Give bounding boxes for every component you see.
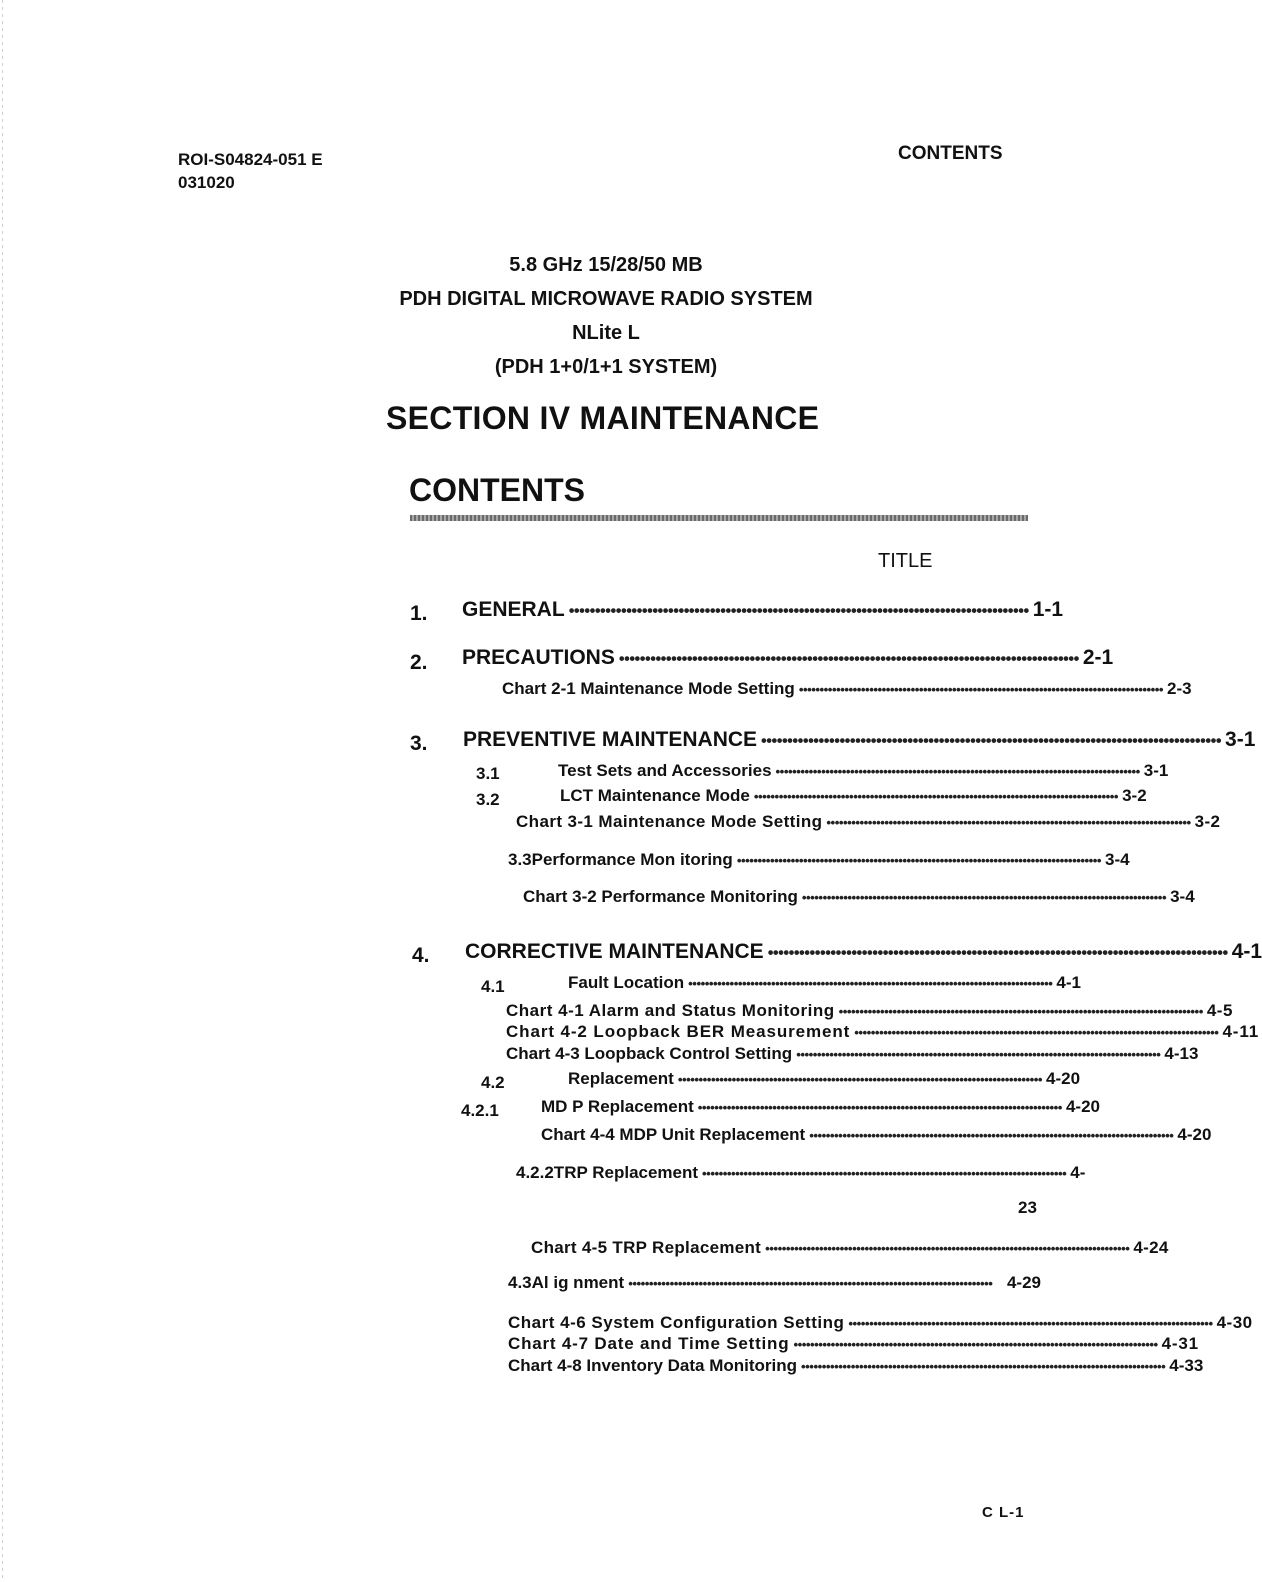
title-block	[300, 248, 912, 384]
toc-label: Chart 4-3 Loopback Control Setting	[506, 1044, 793, 1063]
toc-entry-chart-4-8[interactable]	[508, 1356, 1204, 1376]
toc-entry-chart-4-3[interactable]	[506, 1044, 1199, 1064]
leader-dots: ••••••••••••••••••••••••••••••••••••••••••••••••••••••••••••••••••••••••••••••••••••••••	[697, 1100, 1062, 1115]
toc-entry-chart-4-1[interactable]	[506, 1001, 1233, 1021]
title-line-config: (PDH 1+0/1+1 SYSTEM)	[494, 356, 718, 378]
document-id-block	[178, 148, 323, 194]
leader-dots: ••••••••••••••••••••••••••••••••••••••••••••••••••••••••••••••••••••••••••••••••••••••••	[765, 1241, 1130, 1256]
leader-dots: ••••••••••••••••••••••••••••••••••••••••••••••••••••••••••••••••••••••••••••••••••••••••	[809, 1128, 1174, 1143]
column-title: TITLE	[878, 550, 933, 572]
toc-number: 3.2	[476, 790, 500, 809]
toc-entry-trp-replacement[interactable]	[516, 1163, 1086, 1183]
toc-page: 4-13	[1164, 1044, 1199, 1063]
title-line-product: NLite L	[572, 322, 640, 344]
section-title: SECTION IV MAINTENANCE	[386, 400, 820, 436]
toc-label: Chart 4-5 TRP Replacement	[531, 1238, 762, 1257]
leader-dots: ••••••••••••••••••••••••••••••••••••••••••••••••••••••••••••••••••••••••••••••••••••••••	[801, 890, 1167, 905]
toc-page: 3-2	[1122, 786, 1147, 805]
toc-page: 4-20	[1046, 1069, 1081, 1088]
toc-page: 4-29	[1006, 1273, 1041, 1292]
leader-dots: ••••••••••••••••••••••••••••••••••••••••••••••••••••••••••••••••••••••••••••••••••••••••	[618, 650, 1079, 668]
toc-label: Chart 4-2 Loopback BER Measurement	[506, 1022, 851, 1041]
leader-dots: ••••••••••••••••••••••••••••••••••••••••••••••••••••••••••••••••••••••••••••••••••••••••	[688, 976, 1053, 991]
toc-page: 4-30	[1216, 1313, 1253, 1332]
toc-label: Chart 3-1 Maintenance Mode Setting	[516, 812, 823, 831]
toc-label: Chart 4-1 Alarm and Status Monitoring	[506, 1001, 835, 1020]
toc-page: 4-24	[1133, 1238, 1169, 1257]
toc-number: 4.	[412, 944, 430, 967]
toc-entry-replacement[interactable]	[568, 1069, 1081, 1089]
toc-entry-performance-monitoring[interactable]	[508, 850, 1130, 870]
toc-label: GENERAL	[462, 598, 565, 621]
toc-label: MD P Replacement	[541, 1097, 694, 1116]
leader-dots: ••••••••••••••••••••••••••••••••••••••••••••••••••••••••••••••••••••••••••••••••••••••••	[793, 1337, 1158, 1352]
toc-page: 4-	[1070, 1163, 1086, 1182]
scan-margin-line	[2, 0, 3, 1582]
leader-dots: ••••••••••••••••••••••••••••••••••••••••••••••••••••••••••••••••••••••••••••••••••••••••	[628, 1276, 993, 1291]
toc-entry-chart-4-2[interactable]	[506, 1022, 1260, 1042]
leader-dots: ••••••••••••••••••••••••••••••••••••••••••••••••••••••••••••••••••••••••••••••••••••••••	[568, 602, 1029, 620]
toc-number: 3.	[410, 732, 428, 755]
toc-label: Chart 4-7 Date and Time Setting	[508, 1334, 790, 1353]
document-number: ROI-S04824-051 E	[178, 150, 323, 169]
toc-label: Chart 2-1 Maintenance Mode Setting	[502, 679, 795, 698]
toc-entry-test-sets[interactable]	[558, 761, 1169, 781]
toc-entry-chart-3-2[interactable]	[523, 887, 1195, 907]
toc-entry-chart-4-7[interactable]	[508, 1334, 1199, 1354]
toc-number: 3.1	[476, 764, 500, 783]
toc-page: 2-1	[1082, 646, 1114, 669]
running-header: CONTENTS	[898, 143, 1003, 164]
toc-page-wrapped: 23	[1018, 1198, 1037, 1217]
toc-entry-chart-4-6[interactable]	[508, 1313, 1253, 1333]
toc-label: Chart 3-2 Performance Monitoring	[523, 887, 798, 906]
leader-dots: ••••••••••••••••••••••••••••••••••••••••••••••••••••••••••••••••••••••••••••••••••••••••	[761, 732, 1222, 750]
contents-heading: CONTENTS	[409, 472, 585, 508]
toc-page: 4-1	[1056, 973, 1081, 992]
toc-page: 3-2	[1194, 812, 1221, 831]
toc-page: 3-1	[1143, 761, 1169, 780]
toc-label: Test Sets and Accessories	[558, 761, 772, 780]
toc-entry-chart-2-1[interactable]	[502, 679, 1192, 699]
toc-label: 4.2.2TRP Replacement	[516, 1163, 699, 1182]
toc-page: 2-3	[1167, 679, 1192, 698]
title-line-system: PDH DIGITAL MICROWAVE RADIO SYSTEM	[399, 288, 813, 310]
leader-dots: ••••••••••••••••••••••••••••••••••••••••••••••••••••••••••••••••••••••••••••••••••••••••	[753, 789, 1119, 804]
toc-page: 1-1	[1032, 598, 1064, 621]
page-number: C L-1	[982, 1504, 1025, 1521]
toc-number: 4.2.1	[461, 1101, 499, 1120]
toc-page: 4-20	[1065, 1097, 1100, 1116]
toc-label: LCT Maintenance Mode	[560, 786, 750, 805]
leader-dots: ••••••••••••••••••••••••••••••••••••••••••••••••••••••••••••••••••••••••••••••••••••••••	[848, 1316, 1213, 1331]
toc-label: Chart 4-6 System Configuration Setting	[508, 1313, 845, 1332]
toc-label: 4.3Al ig nment	[508, 1273, 625, 1292]
toc-entry-chart-3-1[interactable]	[516, 812, 1221, 832]
document-date: 031020	[178, 173, 235, 192]
toc-label: 3.3Performance Mon itoring	[508, 850, 733, 869]
toc-page: 4-5	[1206, 1001, 1233, 1020]
toc-label: Fault Location	[568, 973, 685, 992]
toc-page: 4-33	[1169, 1356, 1204, 1375]
toc-entry-lct-maintenance-mode[interactable]	[560, 786, 1147, 806]
toc-number: 4.2	[481, 1073, 505, 1092]
title-line-frequency: 5.8 GHz 15/28/50 MB	[509, 254, 703, 276]
toc-entry-chart-4-4[interactable]	[541, 1125, 1212, 1145]
toc-entry-preventive-maintenance[interactable]	[463, 728, 1256, 752]
toc-entry-mdp-replacement[interactable]	[541, 1097, 1100, 1117]
toc-entry-fault-location[interactable]	[568, 973, 1081, 993]
toc-entry-corrective-maintenance[interactable]	[465, 940, 1262, 964]
leader-dots: ••••••••••••••••••••••••••••••••••••••••••••••••••••••••••••••••••••••••••••••••••••••••	[767, 944, 1228, 962]
toc-label: Chart 4-8 Inventory Data Monitoring	[508, 1356, 798, 1375]
toc-label: CORRECTIVE MAINTENANCE	[465, 940, 764, 963]
heading-rule	[410, 515, 1028, 521]
leader-dots: ••••••••••••••••••••••••••••••••••••••••••••••••••••••••••••••••••••••••••••••••••••••••	[854, 1025, 1219, 1040]
toc-label: Replacement	[568, 1069, 674, 1088]
toc-page: 3-4	[1170, 887, 1195, 906]
toc-page: 4-20	[1177, 1125, 1212, 1144]
toc-page: 4-31	[1161, 1334, 1199, 1353]
leader-dots: ••••••••••••••••••••••••••••••••••••••••••••••••••••••••••••••••••••••••••••••••••••••••	[838, 1004, 1203, 1019]
toc-entry-general[interactable]	[462, 598, 1064, 622]
leader-dots: ••••••••••••••••••••••••••••••••••••••••••••••••••••••••••••••••••••••••••••••••••••••••	[736, 853, 1102, 868]
toc-page: 4-11	[1222, 1022, 1260, 1041]
toc-label: PREVENTIVE MAINTENANCE	[463, 728, 758, 751]
toc-label: Chart 4-4 MDP Unit Replacement	[541, 1125, 806, 1144]
leader-dots: ••••••••••••••••••••••••••••••••••••••••••••••••••••••••••••••••••••••••••••••••••••••••	[798, 682, 1164, 697]
toc-page: 4-1	[1231, 940, 1262, 963]
toc-entry-alignment[interactable]	[508, 1273, 1041, 1293]
toc-number: 2.	[410, 651, 428, 674]
leader-dots: ••••••••••••••••••••••••••••••••••••••••••••••••••••••••••••••••••••••••••••••••••••••••	[801, 1359, 1166, 1374]
toc-page: 3-4	[1105, 850, 1130, 869]
toc-label: PRECAUTIONS	[462, 646, 615, 669]
leader-dots: ••••••••••••••••••••••••••••••••••••••••••••••••••••••••••••••••••••••••••••••••••••••••	[775, 764, 1140, 779]
toc-number: 1.	[410, 602, 428, 625]
leader-dots: ••••••••••••••••••••••••••••••••••••••••••••••••••••••••••••••••••••••••••••••••••••••••	[826, 815, 1191, 830]
toc-entry-chart-4-5[interactable]	[531, 1238, 1169, 1258]
toc-entry-precautions[interactable]	[462, 646, 1114, 670]
leader-dots: ••••••••••••••••••••••••••••••••••••••••••••••••••••••••••••••••••••••••••••••••••••••••	[677, 1072, 1043, 1087]
leader-dots: ••••••••••••••••••••••••••••••••••••••••••••••••••••••••••••••••••••••••••••••••••••••••	[702, 1166, 1067, 1181]
leader-dots: ••••••••••••••••••••••••••••••••••••••••••••••••••••••••••••••••••••••••••••••••••••••••	[796, 1047, 1161, 1062]
toc-page: 3-1	[1225, 728, 1256, 751]
toc-number: 4.1	[481, 977, 505, 996]
